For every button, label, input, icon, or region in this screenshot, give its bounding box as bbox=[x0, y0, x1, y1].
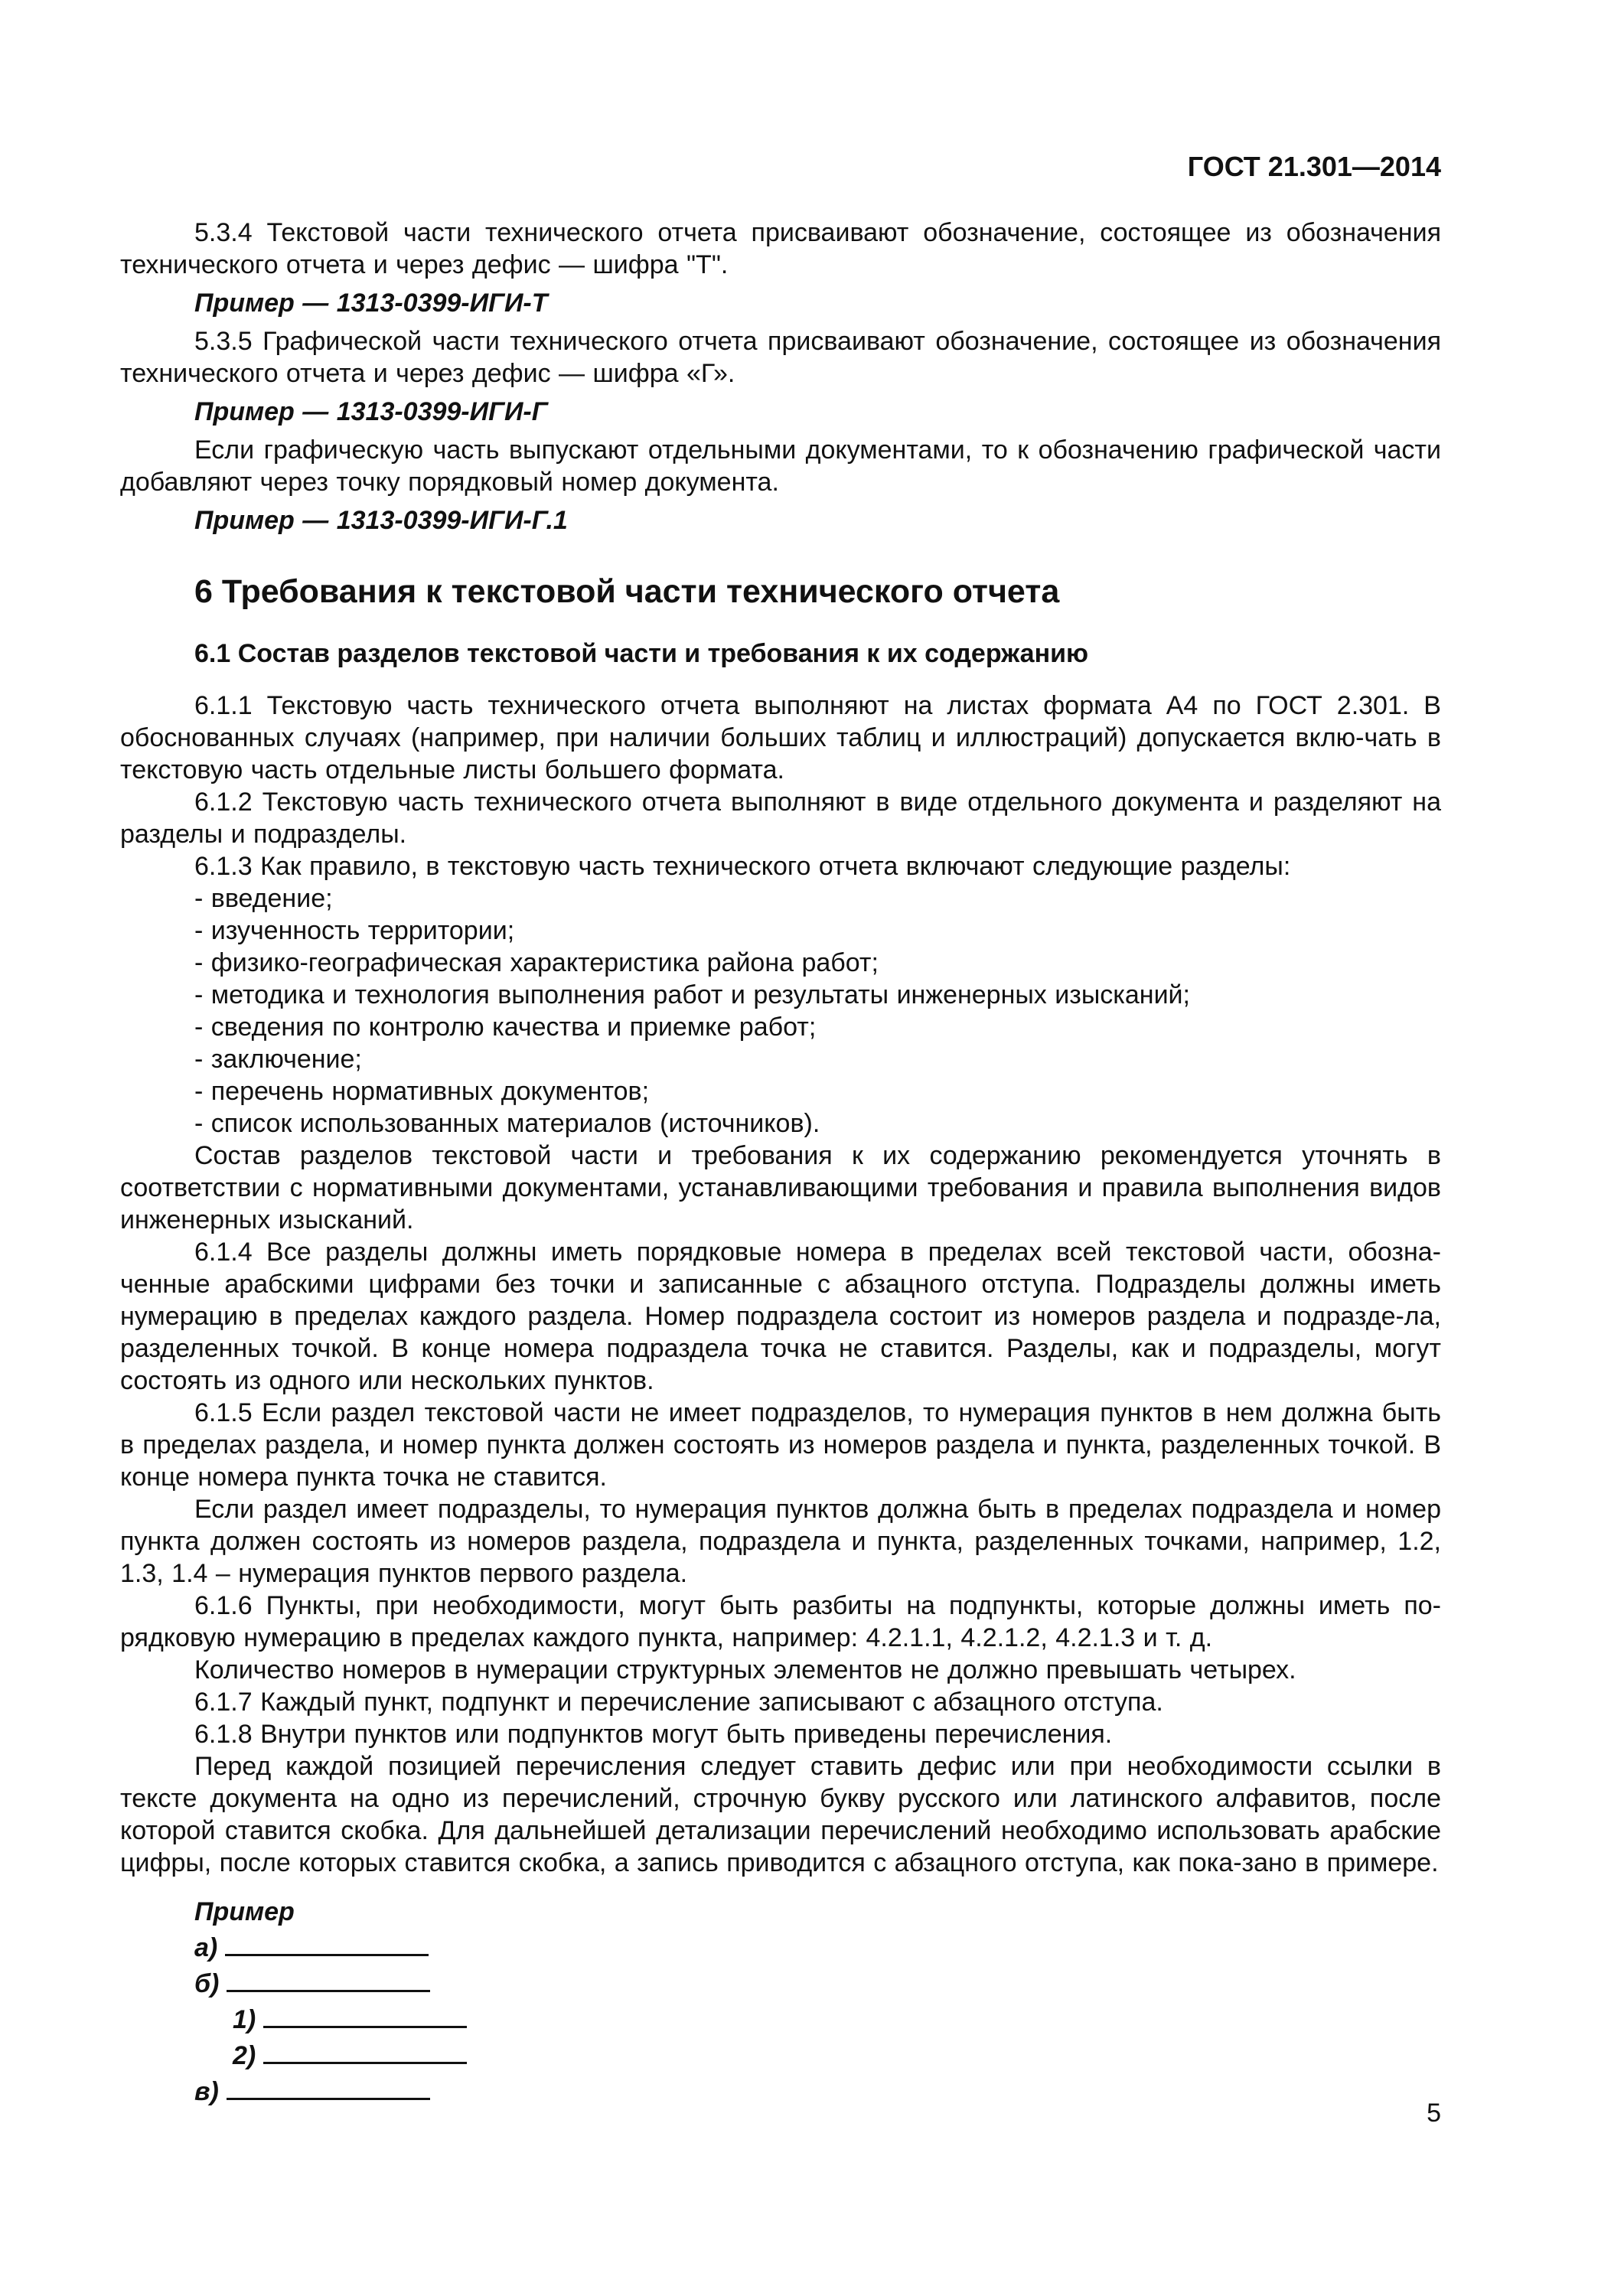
paragraph: Состав разделов текстовой части и требования к их содержанию рекомендуется уточнять в соответствии с нормативными документами, устанавливающими требования и правила выполнения видов инженерных изысканий. bbox=[120, 1141, 1441, 1234]
page-content bbox=[120, 217, 1441, 2108]
example-item bbox=[120, 2075, 1441, 2108]
paragraph: 6.1.8 Внутри пунктов или подпунктов могут быть приведены перечисления. bbox=[194, 1720, 1113, 1749]
example-list bbox=[120, 1931, 1441, 2108]
list-item: - физико-географическая характеристика района работ; bbox=[194, 948, 879, 977]
example-line: Пример — 1313-0399-ИГИ-Т bbox=[194, 289, 548, 318]
paragraph: 6.1.1 Текстовую часть технического отчета выполняют на листах формата А4 по ГОСТ 2.301. В обоснованных случаях (например, при наличии больших таблиц и иллюстраций) допускается вклю-чать в текстовую часть отдельные листы большего формата. bbox=[120, 691, 1441, 784]
example-item-marker: а) bbox=[194, 1933, 218, 1962]
example-line: Пример — 1313-0399-ИГИ-Г.1 bbox=[194, 506, 568, 535]
example-item-blank-line bbox=[227, 2075, 430, 2100]
paragraph: Количество номеров в нумерации структурных элементов не должно превышать четырех. bbox=[194, 1655, 1296, 1684]
subsection-heading: 6.1 Состав разделов текстовой части и требования к их содержанию bbox=[194, 639, 1089, 668]
example-item bbox=[120, 2003, 1441, 2036]
example-item-marker: 1) bbox=[233, 2005, 256, 2034]
paragraph: Если графическую часть выпускают отдельными документами, то к обозначению графической части добавляют через точку порядковый номер документа. bbox=[120, 435, 1441, 497]
paragraph: 5.3.4 Текстовой части технического отчета присваивают обозначение, состоящее из обозначения технического отчета и через дефис — шифра "Т". bbox=[120, 218, 1441, 279]
list-item: - введение; bbox=[194, 884, 333, 913]
example-item-marker: 2) bbox=[233, 2041, 256, 2070]
example-item-blank-line bbox=[263, 2039, 467, 2064]
example-label: Пример bbox=[194, 1897, 295, 1926]
paragraph: 6.1.7 Каждый пункт, подпункт и перечисление записывают с абзацного отступа. bbox=[194, 1688, 1163, 1717]
paragraph: Перед каждой позицией перечисления следует ставить дефис или при необходимости ссылки в тексте документа на одно из перечислений, строчную букву русского или латинского алфавитов, после которой ставится скобка. Для дальнейшей детализации перечислений необходимо использовать арабские цифры, после которых ставится скобка, а запись приводится с абзацного отступа, как пока-зано в примере. bbox=[120, 1752, 1441, 1877]
paragraph: 6.1.4 Все разделы должны иметь порядковые номера в пределах всей текстовой части, обозна-ченные арабскими цифрами без точки и записанные с абзацного отступа. Подразделы должны иметь нумерацию в пределах каждого раздела. Номер подраздела состоит из номеров раздела и подразде-ла, разделенных точкой. В конце номера подраздела точка не ставится. Разделы, как и подразделы, могут состоять из одного или нескольких пунктов. bbox=[120, 1238, 1441, 1395]
list-item: - методика и технология выполнения работ и результаты инженерных изысканий; bbox=[194, 980, 1190, 1009]
document-code-header: ГОСТ 21.301—2014 bbox=[1187, 151, 1441, 182]
paragraph: 6.1.3 Как правило, в текстовую часть технического отчета включают следующие разделы: bbox=[194, 852, 1291, 881]
page-number: 5 bbox=[1427, 2099, 1441, 2128]
list-item: - изученность территории; bbox=[194, 916, 515, 945]
paragraph: 5.3.5 Графической части технического отчета присваивают обозначение, состоящее из обозначения технического отчета и через дефис — шифра «Г». bbox=[120, 327, 1441, 388]
paragraph: 6.1.6 Пункты, при необходимости, могут быть разбиты на подпункты, которые должны иметь по-рядковую нумерацию в пределах каждого пункта, например: 4.2.1.1, 4.2.1.2, 4.2.1.3 и т. д. bbox=[120, 1591, 1441, 1652]
example-line: Пример — 1313-0399-ИГИ-Г bbox=[194, 397, 548, 426]
example-item-marker: б) bbox=[194, 1969, 220, 1998]
example-item bbox=[120, 1931, 1441, 1964]
example-item-blank-line bbox=[227, 1967, 430, 1992]
list-item: - список использованных материалов (источников). bbox=[194, 1109, 820, 1138]
example-item bbox=[120, 2039, 1441, 2072]
paragraph: Если раздел имеет подразделы, то нумерация пунктов должна быть в пределах подраздела и номер пункта должен состоять из номеров раздела, подраздела и пункта, разделенных точками, например, 1.2, 1.3, 1.4 – нумерация пунктов первого раздела. bbox=[120, 1495, 1441, 1588]
example-block bbox=[120, 1896, 1441, 2108]
example-item bbox=[120, 1967, 1441, 2000]
example-item-blank-line bbox=[225, 1931, 429, 1956]
section-5-3-paragraphs bbox=[120, 217, 1441, 536]
list-item: - сведения по контролю качества и приемке работ; bbox=[194, 1013, 817, 1042]
example-item-marker: в) bbox=[194, 2077, 219, 2106]
example-item-blank-line bbox=[263, 2003, 467, 2028]
list-item: - заключение; bbox=[194, 1045, 362, 1074]
section-6-1-paragraphs bbox=[120, 690, 1441, 1879]
section-heading: 6 Требования к текстовой части технического отчета bbox=[194, 573, 1060, 610]
list-item: - перечень нормативных документов; bbox=[194, 1077, 650, 1106]
paragraph: 6.1.2 Текстовую часть технического отчета выполняют в виде отдельного документа и разделяют на разделы и подразделы. bbox=[120, 788, 1441, 849]
paragraph: 6.1.5 Если раздел текстовой части не имеет подразделов, то нумерация пунктов в нем должна быть в пределах раздела, и номер пункта должен состоять из номеров раздела и пункта, разделенных точкой. В конце номера пункта точка не ставится. bbox=[120, 1398, 1441, 1492]
